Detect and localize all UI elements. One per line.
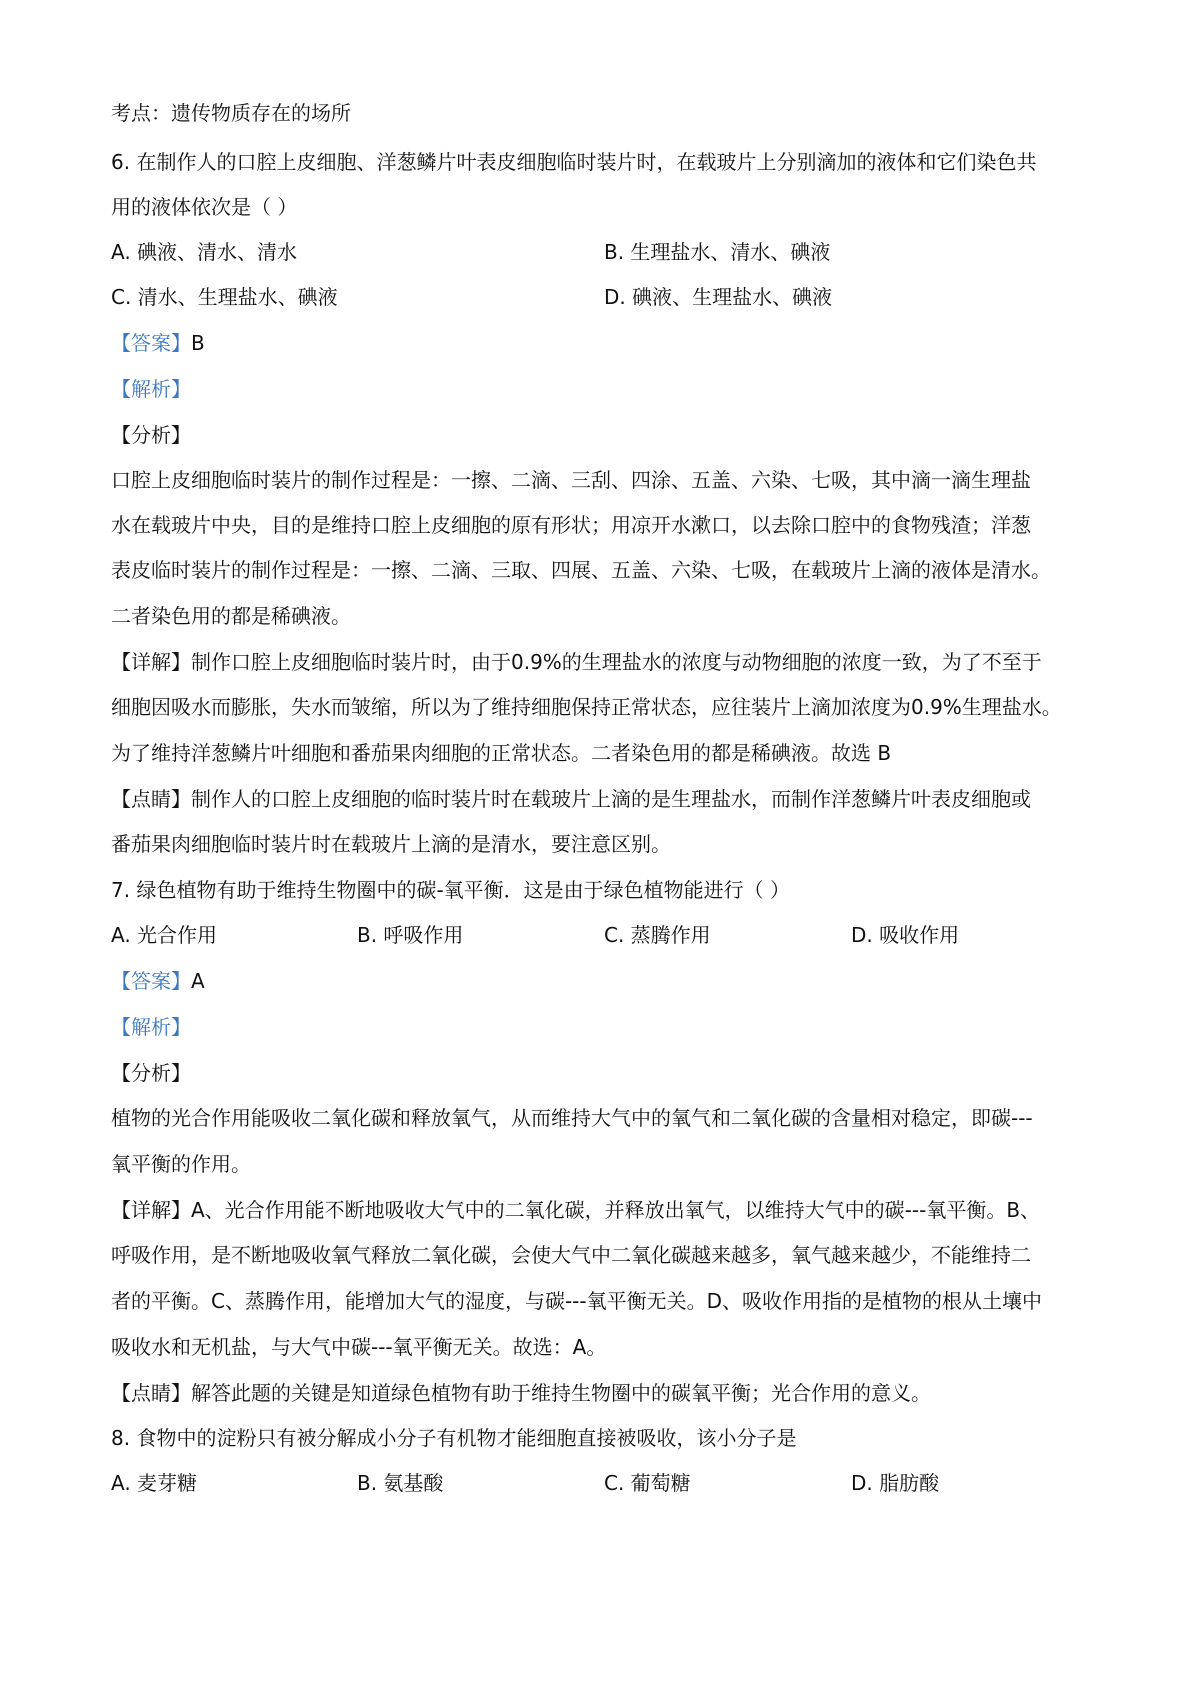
- q7-jiexi-label: 【解析】: [111, 1015, 191, 1039]
- q8-option-d: D. 脂肪酸: [851, 1471, 940, 1495]
- q7-option-c: C. 蒸腾作用: [604, 923, 711, 947]
- q6-fenxi-line: 水在载玻片中央，目的是维持口腔上皮细胞的原有形状；用凉开水漱口，以去除口腔中的食物残渣；洋葱: [111, 513, 1031, 537]
- q7-fenxi-label: 【分析】: [111, 1061, 191, 1085]
- q6-fenxi-line: 口腔上皮细胞临时装片的制作过程是：一擦、二滴、三刮、四涂、五盖、六染、七吸，其中滴一滴生理盐: [111, 468, 1031, 492]
- q6-dianjing-line: 番茄果肉细胞临时装片时在载玻片上滴的是清水，要注意区别。: [111, 832, 671, 856]
- q6-stem-line-1: 6. 在制作人的口腔上皮细胞、洋葱鳞片叶表皮细胞临时装片时，在载玻片上分别滴加的液体和它们染色共: [111, 150, 1037, 174]
- kaodian-line: 考点：遗传物质存在的场所: [111, 101, 351, 125]
- q7-dianjing: 【点睛】解答此题的关键是知道绿色植物有助于维持生物圈中的碳氧平衡；光合作用的意义。: [111, 1381, 931, 1405]
- q6-fenxi-line: 表皮临时装片的制作过程是：一擦、二滴、三取、四展、五盖、六染、七吸，在载玻片上滴的液体是清水。: [111, 558, 1051, 582]
- q6-option-a: A. 碘液、清水、清水: [111, 240, 298, 264]
- q7-option-b: B. 呼吸作用: [357, 923, 464, 947]
- q7-fenxi-line: 氧平衡的作用。: [111, 1152, 251, 1176]
- q6-xiangjie-line: 细胞因吸水而膨胀，失水而皱缩，所以为了维持细胞保持正常状态，应往装片上滴加浓度为0.9%生理盐水。: [111, 695, 1062, 719]
- q6-option-c: C. 清水、生理盐水、碘液: [111, 285, 338, 309]
- answer-value: B: [191, 331, 205, 355]
- answer-label: 【答案】: [111, 969, 191, 993]
- q7-option-a: A. 光合作用: [111, 923, 218, 947]
- q8-option-a: A. 麦芽糖: [111, 1471, 198, 1495]
- q7-answer: [111, 967, 205, 995]
- q6-option-b: B. 生理盐水、清水、碘液: [604, 240, 831, 264]
- q7-xiangjie-line: 者的平衡。C、蒸腾作用，能增加大气的湿度，与碳---氧平衡无关。D、吸收作用指的是植物的根从土壤中: [111, 1289, 1043, 1313]
- q8-option-c: C. 葡萄糖: [604, 1471, 691, 1495]
- q6-xiangjie-line: 为了维持洋葱鳞片叶细胞和番茄果肉细胞的正常状态。二者染色用的都是稀碘液。故选 B: [111, 741, 892, 765]
- q7-xiangjie-line: 吸收水和无机盐，与大气中碳---氧平衡无关。故选：A。: [111, 1335, 607, 1359]
- q8-stem: 8. 食物中的淀粉只有被分解成小分子有机物才能细胞直接被吸收，该小分子是: [111, 1426, 797, 1450]
- q6-option-d: D. 碘液、生理盐水、碘液: [604, 285, 833, 309]
- q6-xiangjie-line: 【详解】制作口腔上皮细胞临时装片时，由于0.9%的生理盐水的浓度与动物细胞的浓度一致，为了不至于: [111, 650, 1042, 674]
- q7-xiangjie-line: 呼吸作用，是不断地吸收氧气释放二氧化碳，会使大气中二氧化碳越来越多，氧气越来越少，不能维持二: [111, 1243, 1031, 1267]
- q6-fenxi-label: 【分析】: [111, 423, 191, 447]
- q6-answer: [111, 329, 205, 357]
- q7-fenxi-line: 植物的光合作用能吸收二氧化碳和释放氧气，从而维持大气中的氧气和二氧化碳的含量相对稳定，即碳---: [111, 1106, 1033, 1130]
- q7-option-d: D. 吸收作用: [851, 923, 960, 947]
- answer-value: A: [191, 969, 205, 993]
- answer-label: 【答案】: [111, 331, 191, 355]
- q8-option-b: B. 氨基酸: [357, 1471, 444, 1495]
- q6-dianjing-line: 【点睛】制作人的口腔上皮细胞的临时装片时在载玻片上滴的是生理盐水，而制作洋葱鳞片叶表皮细胞或: [111, 787, 1031, 811]
- q6-stem-line-2: 用的液体依次是（ ）: [111, 195, 298, 219]
- q6-fenxi-line: 二者染色用的都是稀碘液。: [111, 604, 351, 628]
- q7-stem: 7. 绿色植物有助于维持生物圈中的碳-氧平衡．这是由于绿色植物能进行（ ）: [111, 878, 791, 902]
- q6-jiexi-label: 【解析】: [111, 377, 191, 401]
- q7-xiangjie-line: 【详解】A、光合作用能不断地吸收大气中的二氧化碳，并释放出氧气，以维持大气中的碳---氧平衡。B、: [111, 1198, 1041, 1222]
